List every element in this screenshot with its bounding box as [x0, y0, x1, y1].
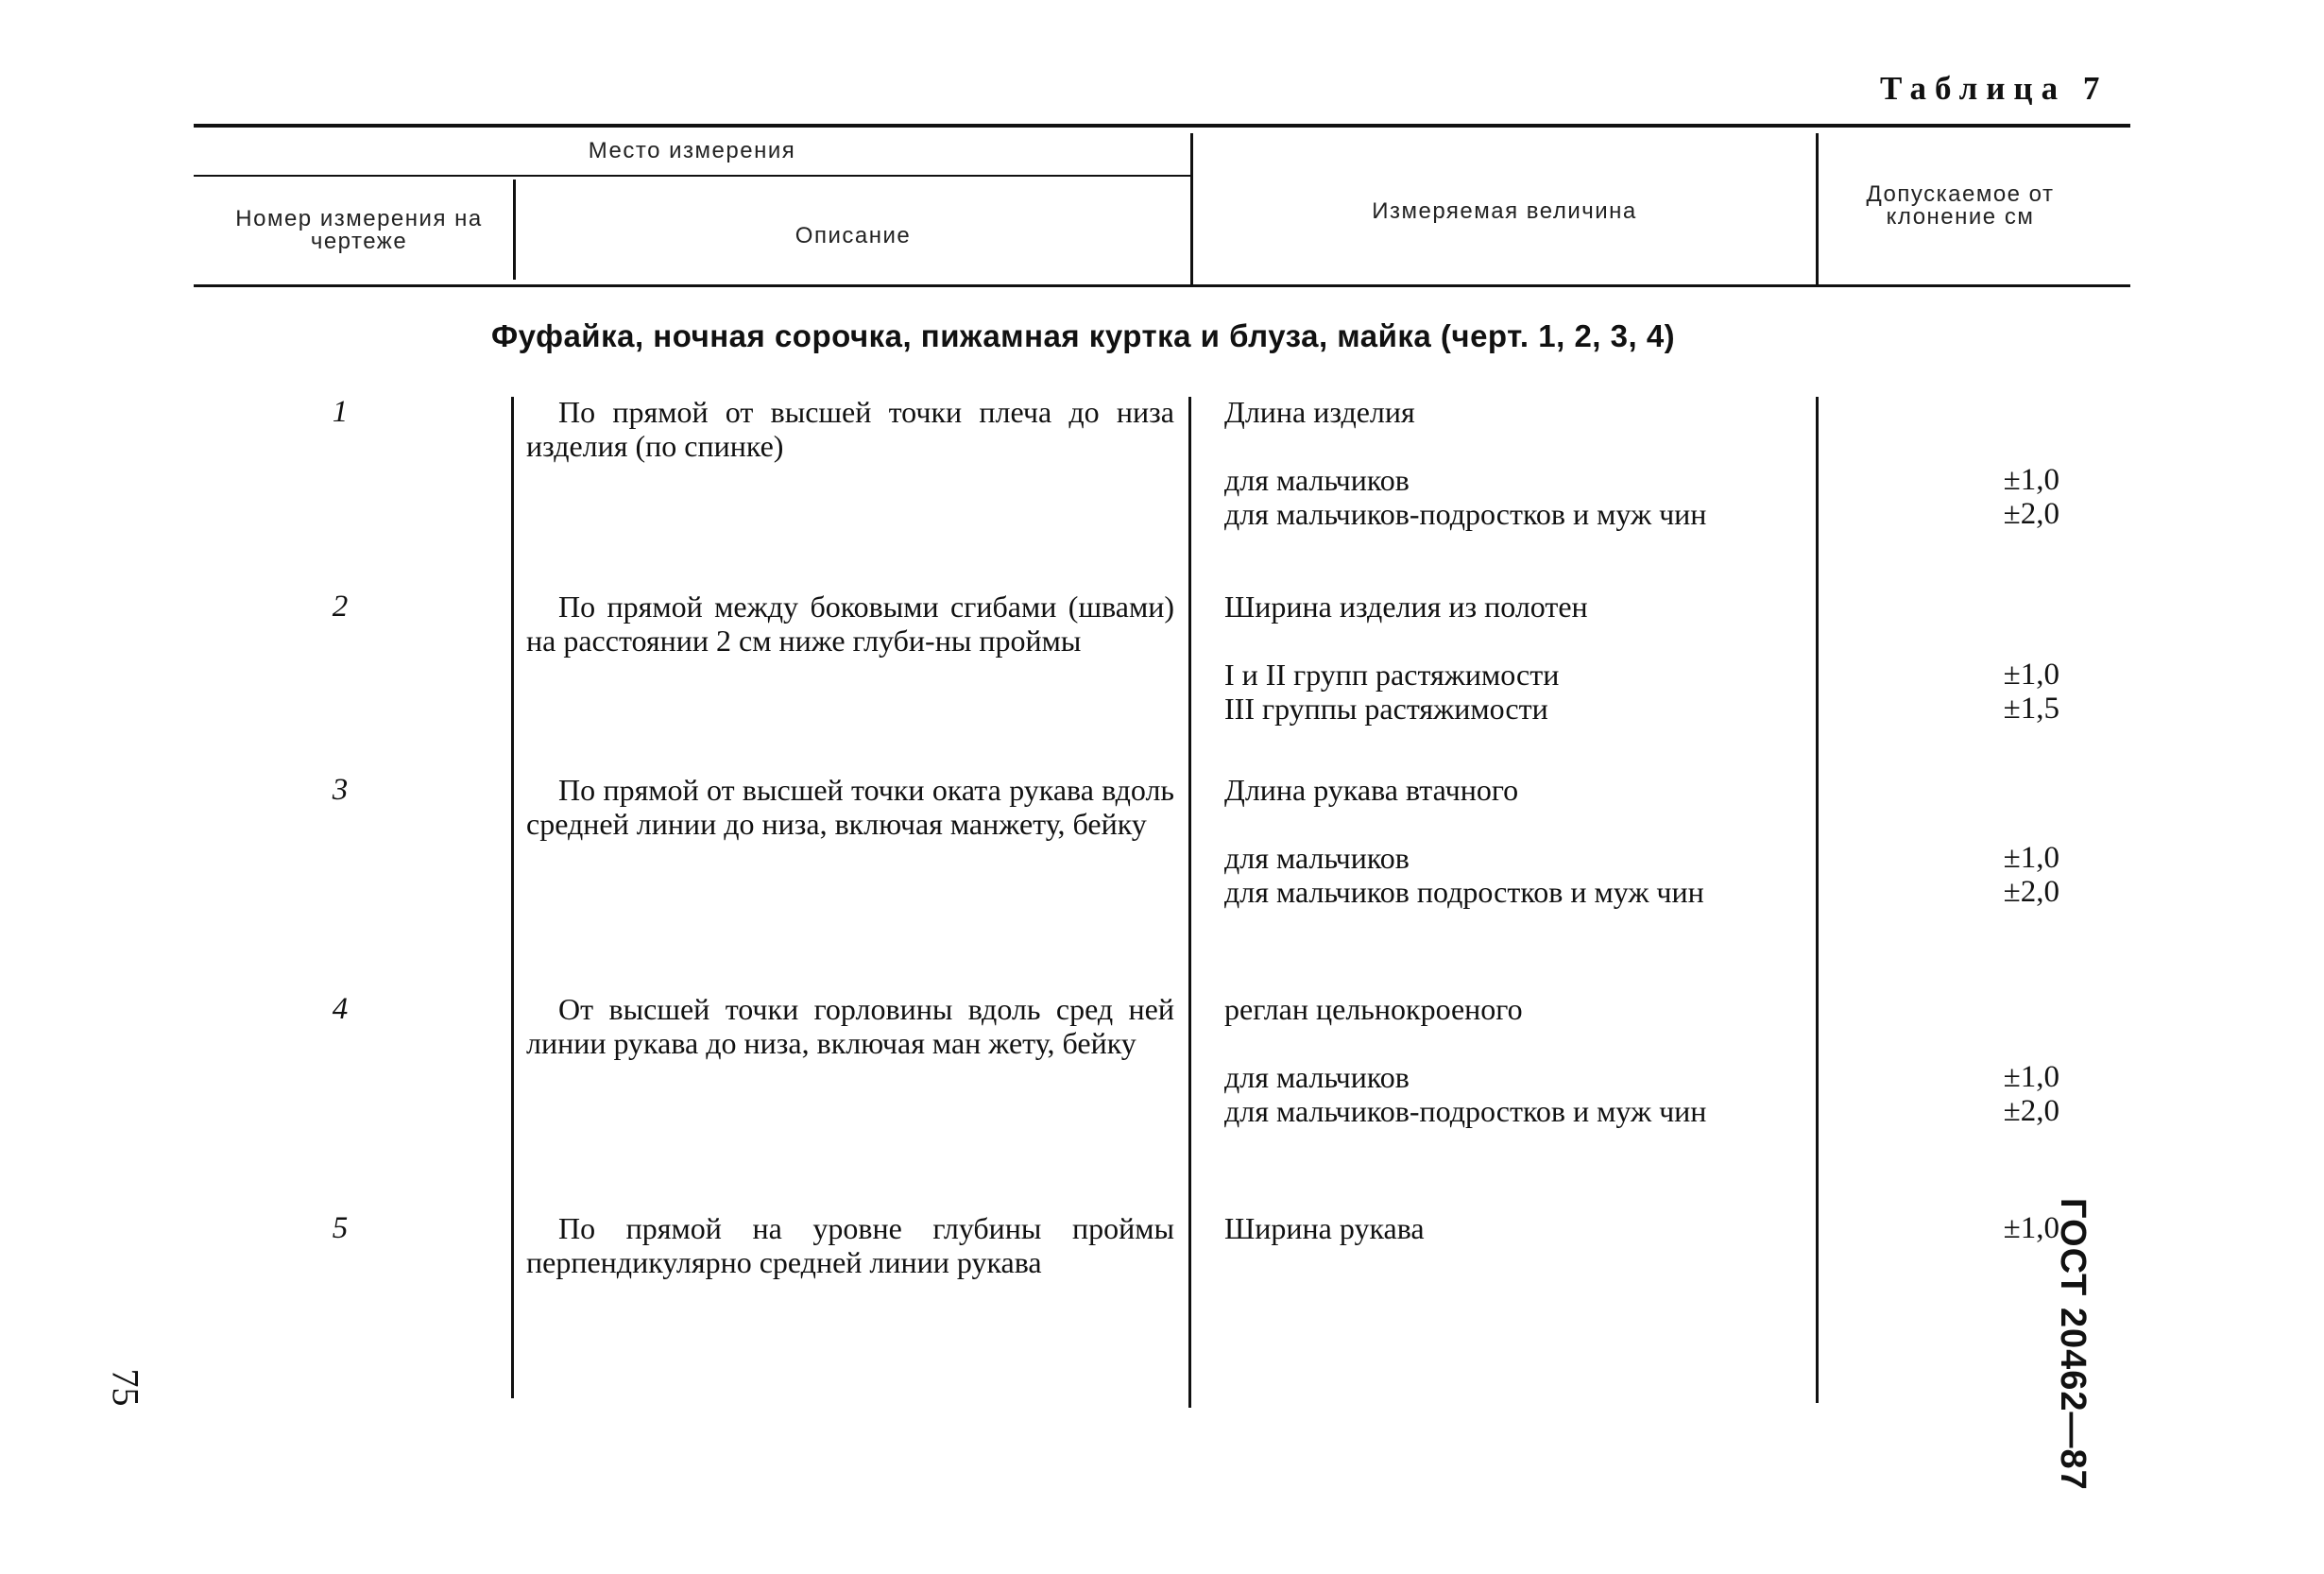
header-measurement-number: Номер измерения на чертеже	[235, 206, 483, 254]
tolerance-values	[1852, 1211, 2059, 1245]
measurement-description: От высшей точки горловины вдоль сред ней линии рукава до низа, включая ман жету, бейку	[526, 992, 1174, 1060]
tolerance-values	[1852, 395, 2059, 531]
measurement-number: 5	[332, 1211, 349, 1245]
page-number: 75	[104, 1368, 147, 1407]
quantity-item: для мальчиков-подростков и муж чин	[1224, 497, 1707, 531]
quantity-heading: Длина изделия	[1224, 395, 1415, 429]
quantity-item: для мальчиков подростков и муж чин	[1224, 875, 1704, 909]
measured-quantity	[1190, 1211, 1786, 1245]
table-title: Таблица 7	[1880, 70, 2109, 107]
tolerance-value: ±1,0	[2003, 1060, 2059, 1094]
tolerance-value: ±1,0	[2003, 463, 2059, 497]
measurement-number: 4	[332, 992, 349, 1026]
quantity-item: III группы растяжимости	[1224, 692, 1548, 726]
tolerance-value: ±1,0	[2003, 658, 2059, 692]
measurement-number: 1	[332, 395, 349, 429]
tolerance-values	[1852, 773, 2059, 909]
measured-quantity	[1190, 992, 1786, 1128]
tolerance-value: ±1,5	[2003, 692, 2059, 726]
measurement-number: 3	[332, 773, 349, 807]
tolerance-value: ±2,0	[2003, 1094, 2059, 1128]
quantity-item: для мальчиков	[1224, 463, 1410, 497]
standard-code: ГОСТ 20462—87	[2053, 1198, 2093, 1491]
tolerance-value: ±1,0	[2003, 1211, 2059, 1245]
quantity-heading: Ширина рукава	[1224, 1211, 1425, 1245]
measurement-number: 2	[332, 590, 349, 624]
quantity-item: для мальчиков	[1224, 1060, 1410, 1094]
header-tolerance: Допускаемое от клонение см	[1866, 181, 2055, 230]
tolerance-values	[1852, 590, 2059, 726]
tolerance-values	[1852, 992, 2059, 1128]
quantity-item: I и II групп растяжимости	[1224, 658, 1560, 692]
measured-quantity	[1190, 773, 1786, 909]
header-description: Описание	[795, 223, 912, 248]
measurement-description: По прямой от высшей точки оката рукава вдоль средней линии до низа, включая манжету, бейку	[526, 773, 1174, 841]
measurement-description: По прямой между боковыми сгибами (швами) на расстоянии 2 см ниже глуби-ны проймы	[526, 590, 1174, 658]
quantity-heading: Ширина изделия из полотен	[1224, 590, 1588, 624]
tolerance-value: ±1,0	[2003, 841, 2059, 875]
header-measured-quantity: Измеряемая величина	[1372, 198, 1637, 224]
measured-quantity	[1190, 395, 1786, 531]
quantity-item: для мальчиков	[1224, 841, 1410, 875]
quantity-heading: реглан цельнокроеного	[1224, 992, 1523, 1026]
measured-quantity	[1190, 590, 1786, 726]
quantity-item: для мальчиков-подростков и муж чин	[1224, 1094, 1707, 1128]
measurement-description: По прямой от высшей точки плеча до низа изделия (по спинке)	[526, 395, 1174, 463]
section-title: Фуфайка, ночная сорочка, пижамная куртка и блуза, майка (черт. 1, 2, 3, 4)	[491, 318, 1676, 353]
tolerance-value: ±2,0	[2003, 497, 2059, 531]
quantity-heading: Длина рукава втачного	[1224, 773, 1519, 807]
measurement-description: По прямой на уровне глубины проймы перпендикулярно средней линии рукава	[526, 1211, 1174, 1279]
header-place-of-measurement: Место измерения	[588, 138, 796, 163]
tolerance-value: ±2,0	[2003, 875, 2059, 909]
